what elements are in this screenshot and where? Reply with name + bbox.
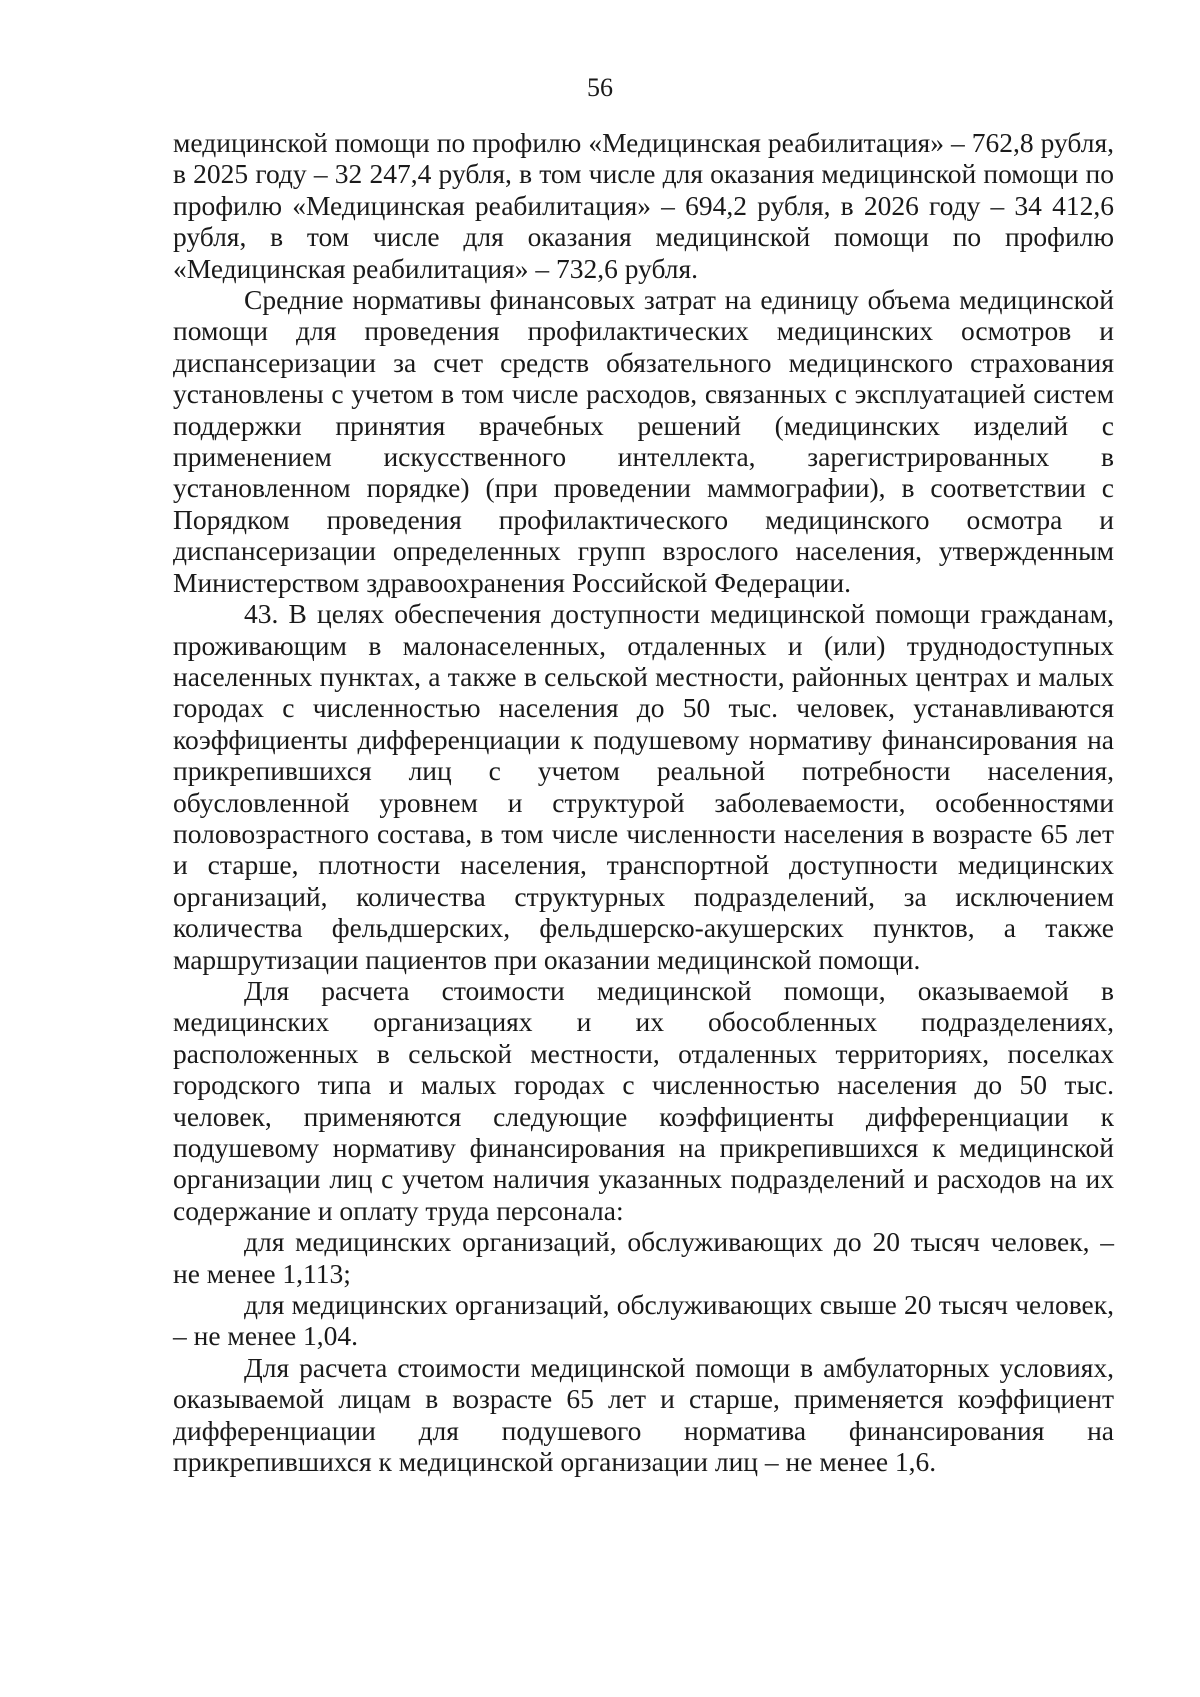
page-number: 56 (587, 73, 613, 102)
paragraph-coefficient-65-plus: Для расчета стоимости медицинской помощи в амбулаторных условиях, оказываемой лицам в возрасте 65 лет и старше, применяется коэффициент дифференциации для подушевого норматива финансирования на прикрепившихся к медицинской организации лиц – не менее 1,6. (173, 1351, 1114, 1478)
document-body (173, 127, 1114, 1477)
paragraph-cost-calculation: Для расчета стоимости медицинской помощи, оказываемой в медицинских организациях и их обособленных подразделениях, расположенных в сельской местности, отдаленных территориях, поселках городского типа и малых городах с численностью населения до 50 тыс. человек, применяются следующие коэффициенты дифференциации к подушевому нормативу финансирования на прикрепившихся к медицинской организации лиц с учетом наличия указанных подразделений и расходов на их содержание и оплату труда персонала: (173, 974, 1114, 1226)
paragraph-coefficient-up-to-20k: для медицинских организаций, обслуживающих до 20 тысяч человек, – не менее 1,113; (173, 1226, 1114, 1289)
paragraph-continuation: медицинской помощи по профилю «Медицинская реабилитация» – 762,8 рубля, в 2025 году – 32 247,4 рубля, в том числе для оказания медицинской помощи по профилю «Медицинская реабилитация» – 694,2 рубля, в 2026 году – 34 412,6 рубля, в том числе для оказания медицинской помощи по профилю «Медицинская реабилитация» – 732,6 рубля. (173, 127, 1114, 284)
paragraph-item-43: 43. В целях обеспечения доступности медицинской помощи гражданам, проживающим в малонаселенных, отдаленных и (или) труднодоступных населенных пунктах, а также в сельской местности, районных центрах и малых городах с численностью населения до 50 тыс. человек, устанавливаются коэффициенты дифференциации к подушевому нормативу финансирования на прикрепившихся лиц с учетом реальной потребности населения, обусловленной уровнем и структурой заболеваемости, особенностями половозрастного состава, в том числе численности населения в возрасте 65 лет и старше, плотности населения, транспортной доступности медицинских организаций, количества структурных подразделений, за исключением количества фельдшерских, фельдшерско-акушерских пунктов, а также маршрутизации пациентов при оказании медицинской помощи. (173, 598, 1114, 975)
paragraph-coefficient-over-20k: для медицинских организаций, обслуживающих свыше 20 тысяч человек, – не менее 1,04. (173, 1289, 1114, 1352)
paragraph-financial-norms: Средние нормативы финансовых затрат на единицу объема медицинской помощи для проведения профилактических медицинских осмотров и диспансеризации за счет средств обязательного медицинского страхования установлены с учетом в том числе расходов, связанных с эксплуатацией систем поддержки принятия врачебных решений (медицинских изделий с применением искусственного интеллекта, зарегистрированных в установленном порядке) (при проведении маммографии), в соответствии с Порядком проведения профилактического медицинского осмотра и диспансеризации определенных групп взрослого населения, утвержденным Министерством здравоохранения Российской Федерации. (173, 284, 1114, 598)
